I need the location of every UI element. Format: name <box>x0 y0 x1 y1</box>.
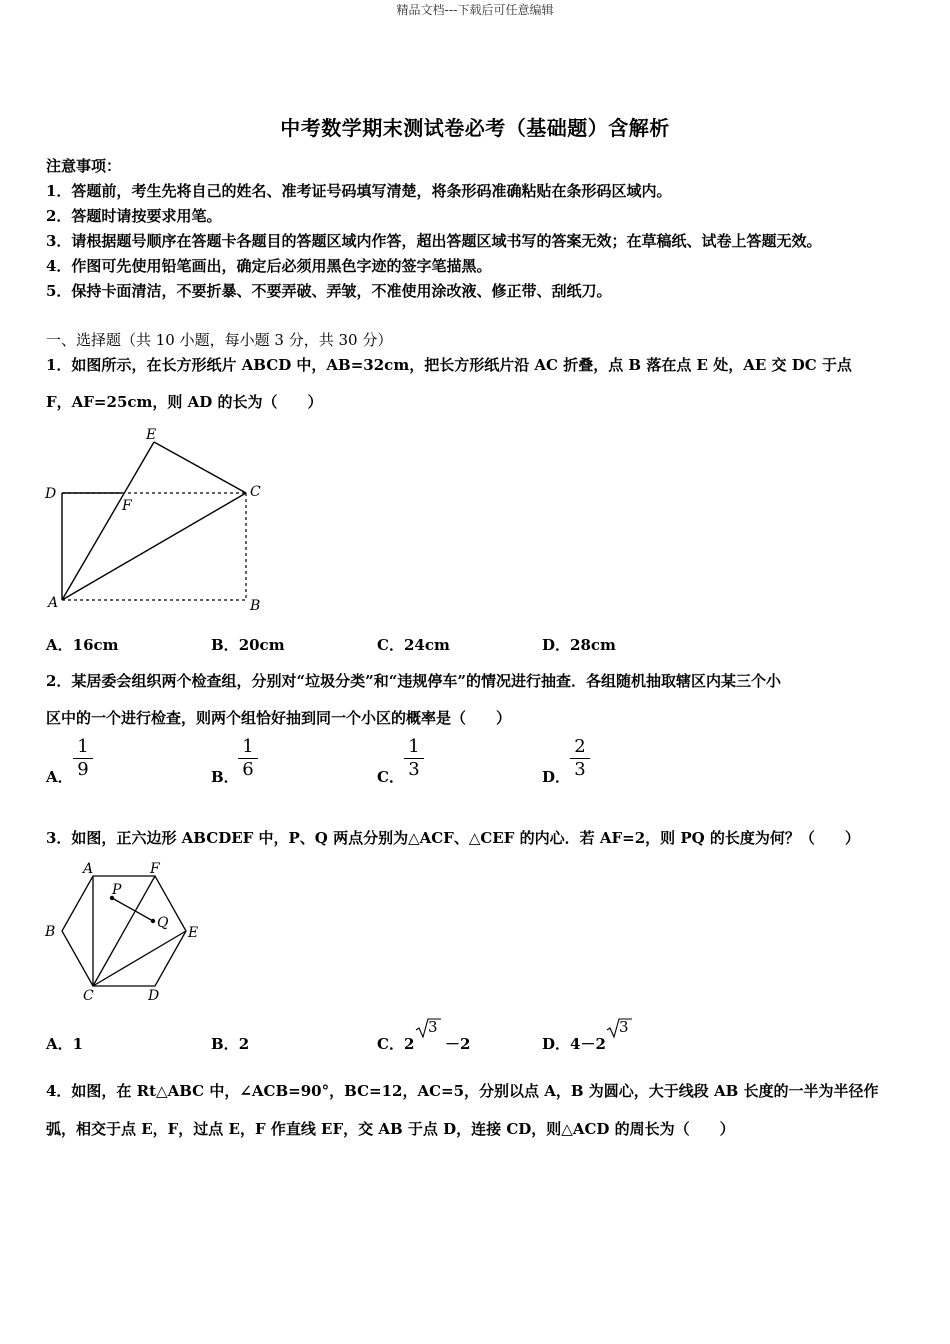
question-1-figure <box>40 424 275 614</box>
question-1-line: F，AF=25cm，则 AD 的长为（ ） <box>46 393 323 411</box>
question-1-option-d: D．28cm <box>542 636 616 654</box>
question-3-line: 3．如图，正六边形 ABCDEF 中，P、Q 两点分别为△ACF、△CEF 的内心．若 AF=2，则 PQ 的长度为何？（ ） <box>46 829 860 847</box>
notice-item: 1．答题前，考生先将自己的姓名、准考证号码填写清楚，将条形码准确粘贴在条形码区域内。 <box>46 182 672 200</box>
question-1-line: 1．如图所示，在长方形纸片 ABCD 中，AB=32cm，把长方形纸片沿 AC 折叠，点 B 落在点 E 处，AE 交 DC 于点 <box>46 356 852 374</box>
label-e: E <box>188 925 199 941</box>
label-c: C <box>250 484 261 500</box>
notice-item: 5．保持卡面清洁，不要折暴、不要弄破、弄皱，不准使用涂改液、修正带、刮纸刀。 <box>46 282 612 300</box>
question-3-option-c-radicand: 3 <box>428 1018 438 1036</box>
question-2-option-d-fraction: $\frac{2}{3}$ <box>570 737 590 781</box>
point-q <box>151 919 155 923</box>
question-2-option-a-fraction: $\frac{1}{9}$ <box>73 737 93 781</box>
question-1-option-a: A．16cm <box>46 636 119 654</box>
label-c: C <box>83 988 94 1004</box>
question-2-option-c-fraction: $\frac{1}{3}$ <box>404 737 424 781</box>
notice-heading: 注意事项： <box>46 157 122 175</box>
question-2-line: 2．某居委会组织两个检查组，分别对“垃圾分类”和“违规停车”的情况进行抽查．各组随机抽取辖区内某三个小 <box>46 672 781 690</box>
question-4-line: 4．如图，在 Rt△ABC 中，∠ACB=90°，BC=12，AC=5，分别以点 A，B 为圆心，大于线段 AB 长度的一半为半径作 <box>46 1082 879 1100</box>
notice-item: 4．作图可先使用铅笔画出，确定后必须用黑色字迹的签字笔描黑。 <box>46 257 492 275</box>
question-1-option-c: C．24cm <box>377 636 450 654</box>
label-b: B <box>45 924 56 940</box>
edge-ec <box>154 442 246 493</box>
question-3-option-a: A．1 <box>46 1035 84 1053</box>
question-3-option-d-radicand: 3 <box>619 1018 629 1036</box>
label-f: F <box>122 498 132 514</box>
header-note: 精品文档---下载后可任意编辑 <box>396 3 554 17</box>
edge-ae <box>62 442 154 600</box>
question-3-option-c-tail: －2 <box>445 1035 471 1053</box>
question-2-option-a-label: A． <box>46 768 73 786</box>
label-b: B <box>250 598 261 614</box>
question-3-option-c: C．2 <box>377 1035 415 1053</box>
question-2-option-b-label: B． <box>211 768 239 786</box>
page-title: 中考数学期末测试卷必考（基础题）含解析 <box>280 116 670 140</box>
segment-pq <box>112 898 153 921</box>
question-1-option-b: B．20cm <box>211 636 285 654</box>
segment-ec <box>93 931 186 986</box>
question-2-option-b-fraction: $\frac{1}{6}$ <box>238 737 258 781</box>
segment-fc <box>93 876 155 986</box>
label-e: E <box>146 427 157 443</box>
question-2-option-d-label: D． <box>542 768 571 786</box>
question-2-line: 区中的一个进行检查，则两个组恰好抽到同一个小区的概率是（ ） <box>46 709 512 727</box>
label-q: Q <box>157 915 169 931</box>
section-heading: 一、选择题（共 10 小题，每小题 3 分，共 30 分） <box>46 331 393 349</box>
question-3-option-b: B．2 <box>211 1035 250 1053</box>
question-2-option-c-label: C． <box>377 768 404 786</box>
edge-ac <box>62 493 246 600</box>
label-a: A <box>83 861 94 877</box>
label-d: D <box>148 988 160 1004</box>
label-a: A <box>48 595 59 611</box>
notice-item: 3．请根据题号顺序在答题卡各题目的答题区域内作答，超出答题区域书写的答案无效；在草稿纸、试卷上答题无效。 <box>46 232 822 250</box>
label-p: P <box>112 882 122 898</box>
label-d: D <box>45 486 57 502</box>
label-f: F <box>150 861 160 877</box>
question-3-option-d: D．4－2 <box>542 1035 606 1053</box>
notice-item: 2．答题时请按要求用笔。 <box>46 207 222 225</box>
question-4-line: 弧，相交于点 E，F，过点 E，F 作直线 EF，交 AB 于点 D，连接 CD，则△ACD 的周长为（ ） <box>46 1120 735 1138</box>
question-3-figure <box>40 856 210 1006</box>
